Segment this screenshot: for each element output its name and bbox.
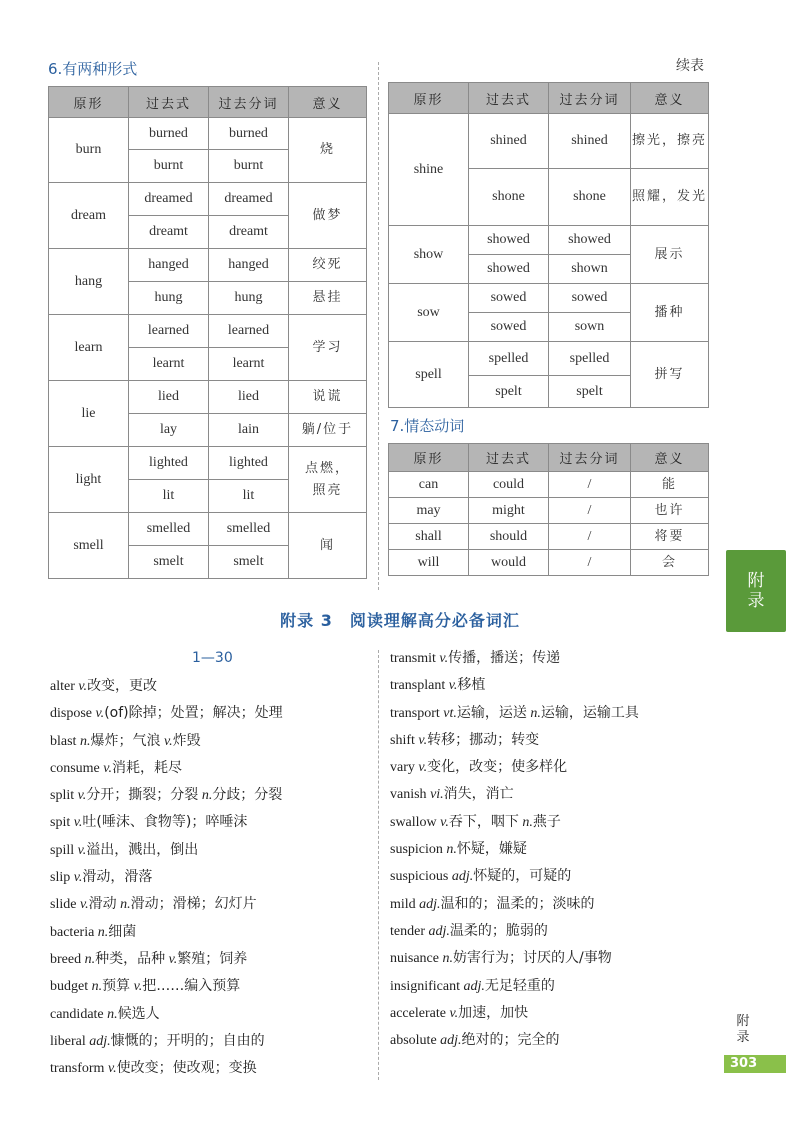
vocab-entry — [50, 1028, 283, 1055]
vocab-word: tender — [390, 923, 425, 939]
vocab-entry — [390, 672, 639, 699]
verb-participle: sown — [549, 313, 631, 342]
verb-participle: smelled — [209, 513, 289, 546]
vocab-pos: n. — [522, 814, 533, 830]
verb-base: burn — [49, 118, 129, 183]
verb-base: hang — [49, 249, 129, 315]
vocab-entry — [50, 946, 283, 973]
verb-participle: lain — [209, 414, 289, 447]
verb-meaning: 悬挂 — [289, 282, 367, 315]
vocab-word: alter — [50, 679, 75, 694]
verb-past: dreamed — [129, 183, 209, 216]
vocab-entry — [50, 973, 283, 1000]
vocab-pos: n. — [442, 951, 453, 967]
vocab-entry — [50, 809, 283, 836]
vocab-word: slip — [50, 870, 71, 886]
vocab-meaning: 预算 — [102, 978, 131, 995]
vocab-meaning: 使改变；使改观；变换 — [116, 1060, 257, 1077]
vocab-pos: v. — [440, 814, 449, 830]
vocab-pos: v. — [73, 815, 83, 831]
vocab-entry — [50, 919, 283, 946]
vocab-pos: v. — [448, 678, 458, 694]
verb-meaning: 展示 — [631, 226, 709, 284]
vocab-pos: adj. — [451, 869, 474, 885]
verb-meaning: 拼写 — [631, 342, 709, 408]
header-participle: 过去分词 — [549, 444, 631, 472]
vocab-word: blast — [50, 733, 77, 749]
vocab-meaning: 绝对的；完全的 — [461, 1032, 560, 1049]
header-past: 过去式 — [129, 87, 209, 118]
modal-base: can — [389, 472, 469, 498]
verb-meaning: 躺/位于 — [289, 414, 367, 447]
vocab-word: mild — [390, 896, 416, 912]
verb-participle: smelt — [209, 546, 289, 579]
vocab-meaning: (of)除掉；处置；解决；处理 — [104, 705, 283, 722]
modal-meaning: 能 — [631, 472, 709, 498]
vocab-word: split — [50, 788, 75, 804]
side-appendix-label: 附录 — [736, 1014, 750, 1045]
table-row — [49, 513, 367, 546]
table-row — [389, 284, 709, 313]
table-row — [389, 226, 709, 255]
vocab-entry — [390, 781, 639, 808]
vocab-entry — [390, 1000, 639, 1027]
vocab-pos: v. — [163, 733, 173, 749]
table-row — [389, 524, 709, 550]
verb-meaning: 绞死 — [289, 249, 367, 282]
vocab-meaning: 温和的；温柔的；淡味的 — [440, 895, 595, 912]
verb-participle: lit — [209, 480, 289, 513]
vocab-word: candidate — [50, 1006, 104, 1022]
header-past: 过去式 — [469, 83, 549, 114]
vocab-list-right — [390, 645, 639, 1054]
verb-participle: hanged — [209, 249, 289, 282]
vocab-pos: v. — [95, 706, 105, 722]
vocab-entry — [50, 1055, 283, 1082]
irregular-verb-table-left — [48, 86, 367, 579]
vocab-entry — [390, 891, 639, 918]
vocab-word: shift — [390, 732, 415, 748]
verb-participle: hung — [209, 282, 289, 315]
vocab-meaning: 燕子 — [532, 813, 561, 830]
vocab-pos: v. — [418, 760, 428, 776]
vocab-word: dispose — [50, 706, 92, 722]
section-6-title: 6.有两种形式 — [48, 60, 138, 78]
vocab-meaning: 温柔的；脆弱的 — [449, 922, 548, 939]
verb-past: sowed — [469, 313, 549, 342]
header-meaning: 意义 — [289, 87, 367, 118]
vocab-entry — [390, 727, 639, 754]
table-header-row — [389, 444, 709, 472]
header-past: 过去式 — [469, 444, 549, 472]
column-divider — [378, 650, 379, 1080]
vocab-entry — [390, 645, 639, 672]
vocab-word: absolute — [390, 1033, 437, 1049]
verb-participle: lied — [209, 381, 289, 414]
table-row — [49, 183, 367, 216]
vocab-entry — [390, 945, 639, 972]
table-row — [49, 381, 367, 414]
vocab-meaning: 爆炸；气浪 — [90, 732, 161, 749]
modal-past: could — [469, 472, 549, 498]
vocab-meaning: 种类，品种 — [95, 950, 166, 967]
vocab-pos: vi. — [430, 787, 444, 803]
vocab-word: suspicion — [390, 842, 443, 858]
vocab-meaning: 妨害行为；讨厌的人/事物 — [452, 950, 612, 967]
vocab-meaning: 怀疑，嫌疑 — [456, 841, 527, 858]
verb-past: dreamt — [129, 216, 209, 249]
vocab-meaning: 把……编入预算 — [142, 978, 241, 995]
vocab-pos: adj. — [419, 896, 441, 912]
vocab-pos: n. — [79, 733, 91, 749]
vocab-entry — [50, 673, 283, 700]
table-row — [389, 114, 709, 169]
column-divider — [378, 62, 379, 590]
vocab-entry — [50, 728, 283, 755]
verb-meaning: 学习 — [289, 315, 367, 381]
vocab-pos: v. — [77, 842, 87, 858]
table-row — [389, 342, 709, 376]
verb-past: shined — [469, 114, 549, 169]
vocab-entry — [50, 782, 283, 809]
verb-meaning: 烧 — [289, 118, 367, 183]
vocab-word: swallow — [390, 814, 437, 830]
verb-meaning: 擦光，擦亮 — [631, 114, 709, 169]
verb-participle: shown — [549, 255, 631, 284]
vocab-pos: n. — [201, 788, 213, 804]
verb-past: burned — [129, 118, 209, 150]
verb-past: learnt — [129, 348, 209, 381]
vocab-meaning: 移植 — [457, 677, 486, 694]
verb-meaning: 闻 — [289, 513, 367, 579]
vocab-meaning: 消失，消亡 — [443, 786, 514, 803]
verb-participle: burned — [209, 118, 289, 150]
vocab-word: transport — [390, 705, 440, 721]
table-header-row — [389, 83, 709, 114]
verb-base: smell — [49, 513, 129, 579]
vocab-word: nuisance — [390, 951, 439, 967]
vocab-pos: n. — [107, 1006, 118, 1022]
vocab-pos: adj. — [89, 1033, 111, 1049]
vocab-meaning: 变化，改变；使多样化 — [427, 759, 568, 776]
vocab-meaning: 吐(唾沫、食物等)；啐唾沫 — [82, 814, 248, 831]
vocab-meaning: 分歧；分裂 — [212, 787, 283, 804]
verb-past: showed — [469, 226, 549, 255]
header-base: 原形 — [389, 444, 469, 472]
modal-base: may — [389, 498, 469, 524]
vocab-pos: n. — [120, 897, 131, 913]
vocab-pos: v. — [133, 979, 143, 995]
vocab-word: insignificant — [390, 978, 460, 994]
header-meaning: 意义 — [631, 83, 709, 114]
vocab-meaning: 滑动，滑落 — [82, 869, 153, 886]
vocab-meaning: 慷慨的；开明的；自由的 — [110, 1032, 265, 1049]
vocab-word: consume — [50, 760, 100, 776]
verb-participle: learned — [209, 315, 289, 348]
vocab-entry — [390, 809, 639, 836]
verb-past: lied — [129, 381, 209, 414]
verb-past: spelt — [469, 376, 549, 408]
vocab-pos: v. — [73, 870, 83, 886]
modal-participle: / — [549, 498, 631, 524]
vocab-pos: v. — [418, 732, 428, 748]
vocab-entry — [390, 918, 639, 945]
vocab-meaning: 分开；撕裂；分裂 — [86, 787, 199, 804]
vocab-pos: v. — [168, 951, 178, 967]
verb-participle: showed — [549, 226, 631, 255]
verb-meaning: 做梦 — [289, 183, 367, 249]
verb-meaning: 播种 — [631, 284, 709, 342]
verb-past: sowed — [469, 284, 549, 313]
verb-past: hanged — [129, 249, 209, 282]
modal-participle: / — [549, 524, 631, 550]
vocab-meaning: 繁殖；饲养 — [177, 950, 248, 967]
vocab-entry — [50, 891, 283, 918]
vocab-pos: vt. — [443, 705, 457, 721]
verb-base: spell — [389, 342, 469, 408]
vocab-meaning: 吞下，咽下 — [448, 813, 519, 830]
header-meaning: 意义 — [631, 444, 709, 472]
vocab-pos: n. — [530, 705, 541, 721]
verb-base: show — [389, 226, 469, 284]
verb-past: lighted — [129, 447, 209, 480]
modal-meaning: 会 — [631, 550, 709, 576]
vocab-entry — [390, 700, 639, 727]
vocab-entry — [390, 863, 639, 890]
appendix-side-tab: 附录 — [726, 550, 786, 632]
modal-base: will — [389, 550, 469, 576]
verb-participle: burnt — [209, 150, 289, 183]
vocab-meaning: 溢出，溅出，倒出 — [86, 841, 199, 858]
header-base: 原形 — [49, 87, 129, 118]
vocab-meaning: 滑动 — [88, 896, 117, 913]
modal-past: would — [469, 550, 549, 576]
verb-past: smelt — [129, 546, 209, 579]
vocab-word: slide — [50, 897, 77, 913]
verb-meaning: 点燃，照亮 — [289, 447, 367, 513]
vocab-word: transmit — [390, 651, 436, 666]
table-row — [389, 550, 709, 576]
verb-participle: sowed — [549, 284, 631, 313]
verb-base: learn — [49, 315, 129, 381]
verb-base: sow — [389, 284, 469, 342]
continued-label: 续表 — [676, 58, 704, 74]
vocab-word: breed — [50, 951, 82, 967]
vocab-pos: v. — [78, 679, 88, 694]
vocab-group-title: 1—30 — [192, 650, 233, 666]
vocab-word: spill — [50, 842, 75, 858]
vocab-pos: v. — [439, 651, 449, 666]
verb-participle: learnt — [209, 348, 289, 381]
vocab-word: vanish — [390, 787, 427, 803]
verb-past: learned — [129, 315, 209, 348]
verb-meaning: 照耀，发光 — [631, 169, 709, 226]
verb-past: spelled — [469, 342, 549, 376]
vocab-pos: n. — [91, 979, 103, 995]
vocab-meaning: 转移；挪动；转变 — [427, 731, 540, 748]
modal-past: should — [469, 524, 549, 550]
vocab-word: suspicious — [390, 869, 449, 885]
vocab-pos: n. — [446, 842, 457, 858]
verb-participle: spelt — [549, 376, 631, 408]
vocab-meaning: 传播，播送；传递 — [448, 650, 561, 666]
vocab-meaning: 细菌 — [108, 923, 137, 940]
vocab-entry — [390, 1027, 639, 1054]
vocab-word: vary — [390, 760, 415, 776]
modal-participle: / — [549, 550, 631, 576]
verb-past: smelled — [129, 513, 209, 546]
table-row — [49, 118, 367, 150]
verb-past: hung — [129, 282, 209, 315]
vocab-pos: adj. — [463, 978, 485, 994]
vocab-meaning: 消耗，耗尽 — [111, 759, 182, 776]
irregular-verb-table-right — [388, 82, 709, 408]
verb-base: dream — [49, 183, 129, 249]
modal-meaning: 也许 — [631, 498, 709, 524]
vocab-meaning: 运输，运输工具 — [540, 704, 639, 721]
vocab-word: accelerate — [390, 1005, 446, 1021]
verb-participle: shined — [549, 114, 631, 169]
vocab-pos: v. — [79, 897, 89, 913]
vocab-meaning: 候选人 — [117, 1005, 160, 1022]
verb-participle: dreamed — [209, 183, 289, 216]
section-7-title: 7.情态动词 — [390, 417, 465, 435]
appendix-title: 附录 3 阅读理解高分必备词汇 — [280, 611, 520, 630]
vocab-entry — [50, 700, 283, 727]
vocab-word: budget — [50, 979, 89, 995]
vocab-pos: n. — [84, 951, 96, 967]
modal-verb-table — [388, 443, 709, 576]
vocab-word: liberal — [50, 1033, 86, 1049]
verb-past: burnt — [129, 150, 209, 183]
verb-past: lit — [129, 480, 209, 513]
verb-participle: lighted — [209, 447, 289, 480]
modal-base: shall — [389, 524, 469, 550]
verb-meaning: 说谎 — [289, 381, 367, 414]
vocab-entry — [50, 864, 283, 891]
verb-participle: dreamt — [209, 216, 289, 249]
vocab-pos: v. — [449, 1005, 459, 1021]
verb-base: light — [49, 447, 129, 513]
header-participle: 过去分词 — [209, 87, 289, 118]
verb-participle: spelled — [549, 342, 631, 376]
vocab-entry — [390, 754, 639, 781]
verb-past: lay — [129, 414, 209, 447]
vocab-pos: adj. — [440, 1033, 462, 1049]
vocab-entry — [50, 1001, 283, 1028]
table-row — [389, 498, 709, 524]
table-row — [49, 249, 367, 282]
vocab-entry — [50, 837, 283, 864]
vocab-meaning: 怀疑的，可疑的 — [473, 868, 572, 885]
vocab-pos: n. — [97, 924, 109, 940]
modal-participle: / — [549, 472, 631, 498]
table-header-row — [49, 87, 367, 118]
table-row — [389, 472, 709, 498]
vocab-meaning: 改变，更改 — [87, 678, 158, 694]
vocab-word: spit — [50, 815, 71, 831]
vocab-pos: adj. — [428, 923, 450, 939]
vocab-word: transplant — [390, 678, 446, 694]
vocab-word: transform — [50, 1061, 105, 1077]
vocab-meaning: 加速，加快 — [458, 1004, 529, 1021]
vocab-list-left — [50, 673, 283, 1082]
vocab-meaning: 运输，运送 — [456, 704, 527, 721]
vocab-entry — [390, 973, 639, 1000]
vocab-entry — [390, 836, 639, 863]
verb-participle: shone — [549, 169, 631, 226]
verb-base: lie — [49, 381, 129, 447]
vocab-meaning: 炸毁 — [172, 732, 201, 749]
modal-meaning: 将要 — [631, 524, 709, 550]
verb-base: shine — [389, 114, 469, 226]
header-participle: 过去分词 — [549, 83, 631, 114]
verb-past: shone — [469, 169, 549, 226]
header-base: 原形 — [389, 83, 469, 114]
vocab-pos: v. — [77, 788, 87, 804]
vocab-entry — [50, 755, 283, 782]
vocab-meaning: 滑动；滑梯；幻灯片 — [130, 896, 257, 913]
vocab-word: bacteria — [50, 924, 95, 940]
vocab-pos: v. — [103, 760, 112, 776]
page-number: 303 — [724, 1055, 786, 1073]
vocab-meaning: 无足轻重的 — [484, 977, 555, 994]
table-row — [49, 315, 367, 348]
verb-past: showed — [469, 255, 549, 284]
modal-past: might — [469, 498, 549, 524]
vocab-pos: v. — [107, 1061, 117, 1077]
table-row — [49, 447, 367, 480]
